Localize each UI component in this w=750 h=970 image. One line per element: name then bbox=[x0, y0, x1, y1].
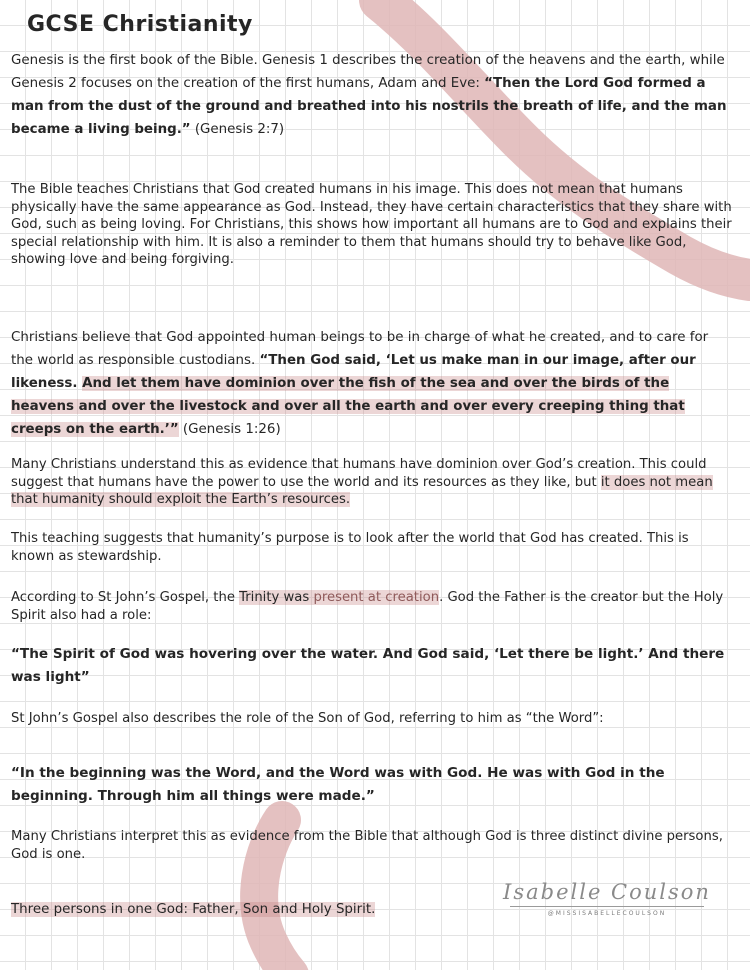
paragraph-image-of-god: The Bible teaches Christians that God created humans in his image. This does not mean that humans physically have the same appearance as God. Instead, they have certain characteristics that they share with God, such as being loving. For Christians, this shows how important all humans are to God and explains their special relationship with him. It is also a reminder to them that humans should try to behave like God, showing love and being forgiving. bbox=[11, 182, 732, 267]
signature-name: Isabelle Coulson bbox=[503, 880, 711, 904]
paragraph-son-of-god: St John’s Gospel also describes the role of the Son of God, referring to him as “the Word”: bbox=[11, 711, 604, 726]
summary-line bbox=[11, 901, 431, 919]
page-title: GCSE Christianity bbox=[27, 12, 253, 37]
paragraph-one-god: Many Christians interpret this as evidence from the Bible that although God is three distinct divine persons, God is one. bbox=[11, 829, 723, 862]
signature-divider bbox=[510, 906, 704, 907]
paragraph-dominion-interpretation bbox=[11, 456, 733, 509]
trinity-highlight: Trinity was bbox=[239, 590, 314, 605]
genesis-2-7-quote: “Then the Lord God formed a man from the dust of the ground and breathed into his nostrils the breath of life, and the man became a living being.” bbox=[11, 76, 727, 137]
summary-highlight: Three persons in one God: Father, Son and Holy Spirit. bbox=[11, 902, 376, 917]
dominion-interpretation-text: Many Christians understand this as evidence that humans have dominion over God’s creation. This could suggest that humans have the power to use the world and its resources as they like, but bbox=[11, 457, 707, 490]
paragraph-stewardship: This teaching suggests that humanity’s purpose is to look after the world that God has created. This is known as stewardship. bbox=[11, 531, 689, 564]
present-at-creation-highlight: present at creation bbox=[313, 590, 440, 605]
genesis-1-26-quote-start: “Then God said, ‘Let us make man in our image, after our likeness. bbox=[11, 353, 696, 391]
trinity-rest-text: . God the Father is the creator but the Holy Spirit also had a role: bbox=[11, 590, 724, 623]
genesis-1-26-citation: (Genesis 1:26) bbox=[178, 422, 281, 437]
exploit-resources-highlight: it does not mean that humanity should exploit the Earth’s resources. bbox=[11, 474, 713, 507]
paragraph-dominion bbox=[11, 326, 733, 441]
genesis-2-7-citation: (Genesis 2:7) bbox=[190, 122, 285, 137]
paragraph-trinity bbox=[11, 589, 733, 624]
dominion-intro-text: Christians believe that God appointed human beings to be in charge of what he created, and to care for the world as responsible custodians. bbox=[11, 330, 709, 368]
quote-in-the-beginning: “In the beginning was the Word, and the Word was with God. He was with God in the beginning. Through him all things were made.” bbox=[11, 765, 665, 804]
signature-handle: @MISSISABELLECOULSON bbox=[547, 910, 667, 917]
genesis-1-26-quote-highlight: And let them have dominion over the fish of the sea and over the birds of the heavens and over the livestock and over all the earth and over every creeping thing that creeps on the earth.’” bbox=[11, 376, 685, 437]
signature-block bbox=[502, 880, 712, 917]
quote-spirit-of-god: “The Spirit of God was hovering over the water. And God said, ‘Let there be light.’ And there was light” bbox=[11, 646, 725, 685]
trinity-intro-text: According to St John’s Gospel, the bbox=[11, 590, 240, 605]
genesis-intro-text: Genesis is the first book of the Bible. Genesis 1 describes the creation of the heavens and the earth, while Genesis 2 focuses on the creation of the first humans, Adam and Eve: bbox=[11, 53, 725, 91]
paragraph-genesis-intro bbox=[11, 49, 733, 141]
